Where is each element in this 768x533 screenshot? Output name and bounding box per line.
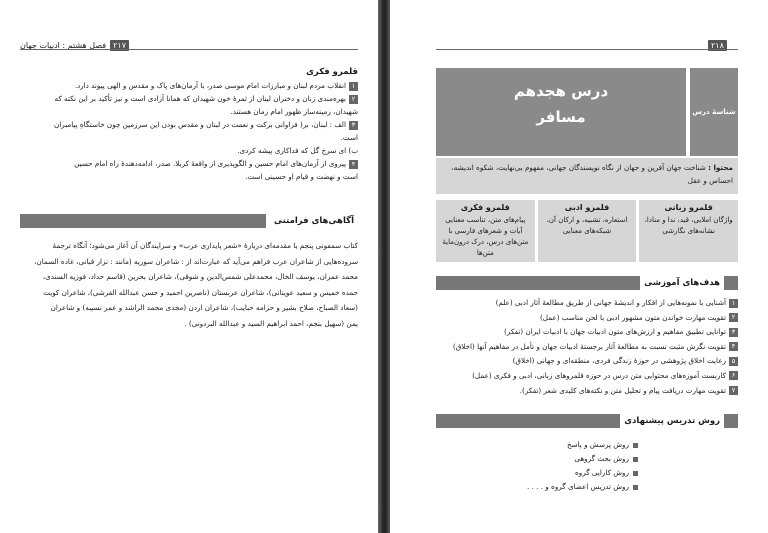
- goal-item: [436, 369, 738, 384]
- paragraph-line: یمن (سهیل بنجم، احمد ابراهیم السید و عبدالله البردونی) .: [184, 318, 358, 328]
- lesson-number: درس هجدهم: [513, 82, 609, 100]
- paragraph-line: سروده‌هایی از شاعران عرب فراهم می‌آید که عبارت‌اند از : شاعران سوریه (مانند : نزار قبانی، غاده السمان،: [34, 256, 358, 266]
- fekri-item-text: شهیدان، زمینه‌ساز ظهور امام زمان هستند.: [230, 107, 358, 116]
- methods-list: [436, 438, 738, 494]
- goal-item: [436, 384, 738, 399]
- method-item: [436, 480, 738, 494]
- fekri-item: [20, 118, 358, 131]
- content-label: محتوا :: [708, 163, 733, 172]
- square-bullet-icon: [633, 443, 638, 448]
- fekri-item-text: بهره‌مندی زنان و دختران لبنان از ثمرهٔ خون شهیدان که همانا آزادی است و نیز تأکید بر این نکته که: [54, 94, 346, 103]
- goals-list: [436, 296, 738, 398]
- method-item: [436, 452, 738, 466]
- item-number-badge: ۷: [729, 386, 738, 395]
- item-number-badge: ۳: [729, 328, 738, 337]
- goal-item: [436, 354, 738, 369]
- item-number-badge: ۴: [349, 160, 358, 169]
- content-text: شناخت جهان آفرین و جهان از نگاه نویسندگان جهانی، مفهوم بی‌نهایت، شکوه اندیشه، احساس و عقل: [451, 163, 733, 185]
- book-spine: [378, 0, 390, 533]
- paragraph-line: کتاب سمفونی پنجم یا مقدمه‌ای دربارهٔ «شعر پایداری عرب» و سرایندگان آن آغاز می‌شود؛ آنگاه ترجمهٔ: [52, 241, 358, 250]
- method-item: [436, 466, 738, 480]
- item-number-badge: ۶: [729, 371, 738, 380]
- lesson-side-label: شناسهٔ درس: [690, 68, 738, 156]
- domain-box: [538, 200, 637, 262]
- fekri-item-text: ب) ای سرخ گل که فداکاری پیشه کردی.: [237, 146, 358, 155]
- section-fekri-title: قلمرو فکری: [306, 67, 358, 77]
- right-page: [390, 0, 768, 533]
- fekri-item: [20, 131, 358, 144]
- domains-row: [436, 200, 738, 262]
- goal-item: [436, 325, 738, 340]
- item-number-badge: ۱: [349, 82, 358, 91]
- goal-item-text: تقویت مهارت دریافت پیام و تحلیل متن و نکته‌های کلیدی شعر (تفکر).: [519, 385, 726, 395]
- square-bullet-icon: [633, 485, 638, 490]
- goal-item-text: آشنایی با نمونه‌هایی از افکار و اندیشهٔ جهانی از طریق مطالعهٔ آثار ادبی (علم): [495, 298, 726, 307]
- domain-title: قلمرو فکری: [460, 203, 510, 212]
- paragraph-line: محمد عمران، یوسف الخال، محمدعلی شمس‌الدین و شوقی)، شاعران بحرین (قاسم حداد، فوزیه السندی،: [42, 272, 358, 281]
- lesson-title-box: [436, 68, 686, 156]
- square-bullet-icon: [633, 471, 638, 476]
- left-header-text: فصل هشتم : ادبیات جهان: [20, 41, 107, 50]
- item-number-badge: ۱: [729, 299, 738, 308]
- fekri-item: [20, 170, 358, 183]
- square-bullet-icon: [633, 457, 638, 462]
- fekri-item: [20, 105, 358, 118]
- item-number-badge: ۳: [349, 121, 358, 130]
- goal-item-text: تقویت مهارت خواندن متون مشهور ادبی با لحن مناسب (عمل): [540, 312, 726, 322]
- domain-box: [639, 200, 738, 262]
- method-item-text: روش تدریس اعضای گروه و . . . .: [527, 482, 629, 491]
- left-page: [0, 0, 378, 533]
- goal-item-text: توانایی تطبیق مفاهیم و ارزش‌های متون ادبیات جهان با ادبیات ایران (تفکر): [504, 327, 726, 337]
- fekri-item-text: الف : لبنان، بر( فراوانی برکت و نعمت در لبنان و مقدس بودن این سرزمین چون خاستگاهِ پیامبران: [53, 120, 346, 129]
- content-summary: [436, 158, 738, 194]
- item-number-badge: ۲: [349, 95, 358, 104]
- section-faramatni-title: آگاهی‌های فرامتنی: [274, 216, 354, 226]
- fekri-item: [20, 144, 358, 157]
- domain-title: قلمرو زبانی: [664, 203, 713, 212]
- section-fekri: [20, 66, 358, 183]
- lesson-name: مسافر: [536, 108, 586, 126]
- left-page-number: ۲۱۷: [110, 40, 129, 51]
- fekri-item: [20, 157, 358, 170]
- domain-title: قلمرو ادبی: [564, 203, 610, 212]
- paragraph-line: (سعاد الصباح، صلاح بشیر و حزامه حبایب)، شاعران اردن (مجدی محمد الراشد و عمر نسیبه) و شاعران: [50, 303, 358, 312]
- fekri-item: [20, 79, 358, 92]
- goal-item: [436, 296, 738, 311]
- item-number-badge: ۲: [729, 313, 738, 322]
- method-item-text: روش بحث گروهی: [574, 454, 629, 463]
- goal-item: [436, 311, 738, 326]
- methods-title: روش تدریس پیشنهادی: [624, 416, 720, 426]
- domain-text: واژگان املایی، قید، ندا و منادا، نشانه‌های نگارشی: [644, 216, 733, 235]
- faramatni-paragraph: [20, 238, 358, 331]
- method-item-text: روش پرسش و پاسخ: [566, 440, 629, 449]
- fekri-item-text: انقلاب مردم لبنان و مبارزات امام موسی صدر، با آرمان‌های پاک و مقدس و الهی پیوند دارد.: [74, 81, 346, 90]
- fekri-item-text: است و نهضت و قیام او حسینی است.: [245, 172, 358, 181]
- goal-item-text: کاربست آموزه‌های محتوایی متن درس در حوزه قلمروهای زبانی، ادبی و فکری (عمل): [472, 370, 726, 380]
- item-number-badge: ۴: [729, 342, 738, 351]
- goal-item: [436, 340, 738, 355]
- method-item: [436, 438, 738, 452]
- goal-item-text: تقویت نگرش مثبت نسبت به مطالعهٔ آثار برجستهٔ ادبیات جهان و تأمل در مفاهیم آنها (اخلاق): [452, 341, 726, 351]
- fekri-item-text: پیروی از آرمان‌های امام حسین و الگوپذیری از واقعهٔ کربلا. صدر، ادامه‌دهندهٔ راه امام حسین: [74, 159, 346, 168]
- section-faramatni-bar: [20, 214, 358, 228]
- domain-text: استعاره، تشبیه، و ارکان آن، شبکه‌های معنایی: [546, 216, 628, 235]
- goals-title: هدف‌های آموزشی: [644, 278, 720, 288]
- right-page-number: ۲۱۸: [708, 40, 727, 51]
- domain-text: پیام‌های متن، تناسب معنایی آیات و شعرهای فارسی با متن‌های درس، درک درون‌مایهٔ متن‌ها: [442, 216, 529, 257]
- item-number-badge: ۵: [729, 357, 738, 366]
- paragraph-line: حمده خمیس و سعید عوینانی)، شاعران عربستان (ناصرین احمید و حسن عبدالله القرشی)، شاعران کویت: [43, 287, 358, 297]
- method-item-text: روش کارایی گروه: [575, 468, 629, 477]
- methods-bar: [436, 414, 738, 428]
- fekri-item: [20, 92, 358, 105]
- goal-item-text: رعایت اخلاق پژوهشی در حوزهٔ زندگی فردی، منطقه‌ای و جهانی (اخلاق): [512, 356, 726, 366]
- goals-bar: [436, 276, 738, 290]
- fekri-item-text: است.: [340, 133, 358, 142]
- domain-box: [436, 200, 535, 262]
